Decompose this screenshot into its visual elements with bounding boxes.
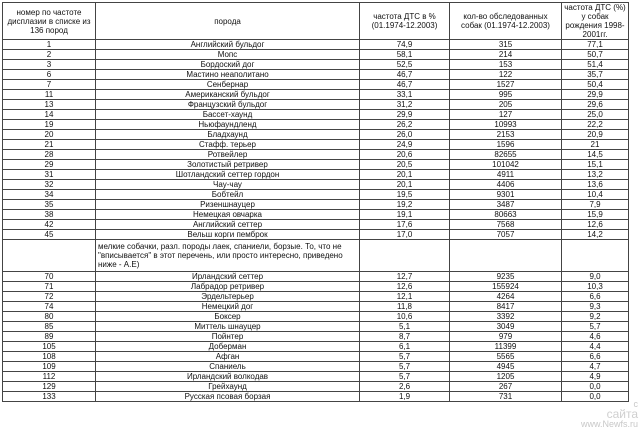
table-row bbox=[3, 120, 629, 130]
table-row bbox=[3, 130, 629, 140]
note-empty-cell bbox=[450, 240, 562, 272]
dysplasia-table bbox=[2, 2, 629, 402]
cell-breed: Афган bbox=[96, 352, 360, 362]
cell-count: 4264 bbox=[450, 292, 562, 302]
table-header-row bbox=[3, 3, 629, 40]
table-row bbox=[3, 200, 629, 210]
cell-count: 10993 bbox=[450, 120, 562, 130]
cell-count: 979 bbox=[450, 332, 562, 342]
watermark-line1: с bbox=[633, 399, 638, 409]
header-frequency-1998-2001: частота ДТС (%) у собак рождения 1998-2001гг. bbox=[562, 3, 629, 40]
cell-frequency: 8,7 bbox=[360, 332, 450, 342]
cell-breed: Стафф. терьер bbox=[96, 140, 360, 150]
cell-count: 8417 bbox=[450, 302, 562, 312]
cell-breed: Ирландский волкодав bbox=[96, 372, 360, 382]
cell-count: 731 bbox=[450, 392, 562, 402]
cell-rank: 34 bbox=[3, 190, 96, 200]
cell-breed: Лабрадор ретривер bbox=[96, 282, 360, 292]
header-frequency: частота ДТС в % (01.1974-12.2003) bbox=[360, 3, 450, 40]
cell-breed: Бассет-хаунд bbox=[96, 110, 360, 120]
cell-breed: Пойнтер bbox=[96, 332, 360, 342]
cell-breed: Немецкий дог bbox=[96, 302, 360, 312]
document-page bbox=[2, 2, 629, 402]
cell-frequency: 11,8 bbox=[360, 302, 450, 312]
cell-breed: Грейхаунд bbox=[96, 382, 360, 392]
cell-frequency-1998-2001: 5,7 bbox=[562, 322, 629, 332]
cell-frequency-1998-2001: 14,5 bbox=[562, 150, 629, 160]
note-row bbox=[3, 240, 629, 272]
cell-breed: Спаниель bbox=[96, 362, 360, 372]
table-row bbox=[3, 220, 629, 230]
table-row bbox=[3, 170, 629, 180]
cell-frequency-1998-2001: 0,0 bbox=[562, 392, 629, 402]
cell-breed: Доберман bbox=[96, 342, 360, 352]
cell-count: 11399 bbox=[450, 342, 562, 352]
cell-breed: Ньюфаундленд bbox=[96, 120, 360, 130]
cell-rank: 32 bbox=[3, 180, 96, 190]
cell-breed: Шотландский сеттер гордон bbox=[96, 170, 360, 180]
cell-frequency: 19,1 bbox=[360, 210, 450, 220]
cell-breed: Английский сеттер bbox=[96, 220, 360, 230]
cell-frequency-1998-2001: 13,2 bbox=[562, 170, 629, 180]
cell-frequency: 74,9 bbox=[360, 40, 450, 50]
cell-rank: 6 bbox=[3, 70, 96, 80]
cell-count: 7057 bbox=[450, 230, 562, 240]
cell-frequency: 6,1 bbox=[360, 342, 450, 352]
cell-count: 1527 bbox=[450, 80, 562, 90]
cell-frequency: 19,5 bbox=[360, 190, 450, 200]
cell-frequency: 52,5 bbox=[360, 60, 450, 70]
table-row bbox=[3, 292, 629, 302]
table-body-bottom bbox=[3, 272, 629, 402]
cell-frequency-1998-2001: 50,4 bbox=[562, 80, 629, 90]
table-row bbox=[3, 230, 629, 240]
cell-count: 153 bbox=[450, 60, 562, 70]
cell-rank: 19 bbox=[3, 120, 96, 130]
table-row bbox=[3, 60, 629, 70]
cell-count: 82655 bbox=[450, 150, 562, 160]
cell-frequency-1998-2001: 77,1 bbox=[562, 40, 629, 50]
header-breed: порода bbox=[96, 3, 360, 40]
cell-frequency: 12,7 bbox=[360, 272, 450, 282]
cell-frequency: 19,2 bbox=[360, 200, 450, 210]
table-row bbox=[3, 40, 629, 50]
cell-breed: Русская псовая борзая bbox=[96, 392, 360, 402]
cell-count: 1596 bbox=[450, 140, 562, 150]
table-row bbox=[3, 70, 629, 80]
cell-count: 155924 bbox=[450, 282, 562, 292]
cell-breed: Эрдельтерьер bbox=[96, 292, 360, 302]
cell-rank: 29 bbox=[3, 160, 96, 170]
table-row bbox=[3, 312, 629, 322]
table-row bbox=[3, 302, 629, 312]
cell-rank: 133 bbox=[3, 392, 96, 402]
cell-frequency: 20,5 bbox=[360, 160, 450, 170]
table-row bbox=[3, 150, 629, 160]
table-row bbox=[3, 50, 629, 60]
cell-frequency-1998-2001: 10,4 bbox=[562, 190, 629, 200]
cell-rank: 89 bbox=[3, 332, 96, 342]
cell-frequency: 5,7 bbox=[360, 362, 450, 372]
cell-count: 995 bbox=[450, 90, 562, 100]
cell-frequency-1998-2001: 12,6 bbox=[562, 220, 629, 230]
cell-frequency-1998-2001: 4,7 bbox=[562, 362, 629, 372]
header-rank: номер по частоте дисплазии в списке из 136 пород bbox=[3, 3, 96, 40]
cell-frequency: 26,0 bbox=[360, 130, 450, 140]
cell-rank: 14 bbox=[3, 110, 96, 120]
cell-frequency: 1,9 bbox=[360, 392, 450, 402]
cell-rank: 109 bbox=[3, 362, 96, 372]
table-row bbox=[3, 140, 629, 150]
cell-frequency-1998-2001: 9,0 bbox=[562, 272, 629, 282]
table-row bbox=[3, 352, 629, 362]
cell-frequency-1998-2001: 29,6 bbox=[562, 100, 629, 110]
cell-breed: Французский бульдог bbox=[96, 100, 360, 110]
cell-frequency: 20,6 bbox=[360, 150, 450, 160]
table-row bbox=[3, 110, 629, 120]
cell-breed: Немецкая овчарка bbox=[96, 210, 360, 220]
cell-frequency-1998-2001: 4,4 bbox=[562, 342, 629, 352]
cell-count: 127 bbox=[450, 110, 562, 120]
cell-frequency-1998-2001: 0,0 bbox=[562, 382, 629, 392]
cell-rank: 1 bbox=[3, 40, 96, 50]
table-row bbox=[3, 332, 629, 342]
cell-breed: Вельш корги пемброк bbox=[96, 230, 360, 240]
cell-frequency-1998-2001: 15,9 bbox=[562, 210, 629, 220]
cell-frequency: 5,7 bbox=[360, 372, 450, 382]
cell-count: 101042 bbox=[450, 160, 562, 170]
cell-frequency-1998-2001: 22,2 bbox=[562, 120, 629, 130]
cell-breed: Ротвейлер bbox=[96, 150, 360, 160]
cell-count: 267 bbox=[450, 382, 562, 392]
cell-rank: 72 bbox=[3, 292, 96, 302]
cell-rank: 80 bbox=[3, 312, 96, 322]
note-empty-cell bbox=[3, 240, 96, 272]
cell-count: 80663 bbox=[450, 210, 562, 220]
cell-rank: 70 bbox=[3, 272, 96, 282]
cell-rank: 21 bbox=[3, 140, 96, 150]
cell-frequency: 12,6 bbox=[360, 282, 450, 292]
cell-rank: 11 bbox=[3, 90, 96, 100]
cell-frequency-1998-2001: 50,7 bbox=[562, 50, 629, 60]
cell-frequency: 58,1 bbox=[360, 50, 450, 60]
cell-frequency: 5,1 bbox=[360, 322, 450, 332]
cell-frequency-1998-2001: 6,6 bbox=[562, 292, 629, 302]
cell-frequency: 24,9 bbox=[360, 140, 450, 150]
cell-frequency: 46,7 bbox=[360, 70, 450, 80]
cell-rank: 20 bbox=[3, 130, 96, 140]
cell-frequency: 29,9 bbox=[360, 110, 450, 120]
cell-breed: Миттель шнауцер bbox=[96, 322, 360, 332]
cell-rank: 108 bbox=[3, 352, 96, 362]
cell-frequency: 12,1 bbox=[360, 292, 450, 302]
cell-frequency-1998-2001: 15,1 bbox=[562, 160, 629, 170]
cell-count: 4945 bbox=[450, 362, 562, 372]
cell-frequency-1998-2001: 20,9 bbox=[562, 130, 629, 140]
cell-breed: Сенбернар bbox=[96, 80, 360, 90]
cell-frequency: 33,1 bbox=[360, 90, 450, 100]
cell-frequency-1998-2001: 29,9 bbox=[562, 90, 629, 100]
cell-breed: Американский бульдог bbox=[96, 90, 360, 100]
cell-breed: Мопс bbox=[96, 50, 360, 60]
note-text: мелкие собачки, разл. породы лаек, спаниели, борзые. То, что не "вписывается" в этот перечень, или просто интересно, приведено ниже - А.Е) bbox=[96, 240, 360, 272]
note-empty-cell bbox=[360, 240, 450, 272]
cell-frequency-1998-2001: 4,6 bbox=[562, 332, 629, 342]
site-watermark bbox=[581, 399, 638, 429]
table-row bbox=[3, 282, 629, 292]
cell-count: 3392 bbox=[450, 312, 562, 322]
table-note-section bbox=[3, 240, 629, 272]
cell-breed: Ирландский сеттер bbox=[96, 272, 360, 282]
watermark-line3: www.Newfs.ru bbox=[580, 419, 638, 429]
cell-count: 315 bbox=[450, 40, 562, 50]
cell-breed: Бобтейл bbox=[96, 190, 360, 200]
cell-breed: Бладхаунд bbox=[96, 130, 360, 140]
table-row bbox=[3, 210, 629, 220]
table-row bbox=[3, 90, 629, 100]
table-row bbox=[3, 100, 629, 110]
cell-rank: 112 bbox=[3, 372, 96, 382]
cell-rank: 2 bbox=[3, 50, 96, 60]
cell-count: 205 bbox=[450, 100, 562, 110]
note-empty-cell bbox=[562, 240, 629, 272]
cell-rank: 129 bbox=[3, 382, 96, 392]
cell-frequency-1998-2001: 21 bbox=[562, 140, 629, 150]
table-body-top bbox=[3, 40, 629, 240]
cell-breed: Английский бульдог bbox=[96, 40, 360, 50]
cell-count: 9235 bbox=[450, 272, 562, 282]
cell-count: 214 bbox=[450, 50, 562, 60]
cell-breed: Мастино неаполитано bbox=[96, 70, 360, 80]
cell-count: 5565 bbox=[450, 352, 562, 362]
watermark-line2: сайта bbox=[606, 407, 638, 421]
cell-breed: Чау-чау bbox=[96, 180, 360, 190]
cell-frequency-1998-2001: 13,6 bbox=[562, 180, 629, 190]
table-row bbox=[3, 362, 629, 372]
cell-frequency: 46,7 bbox=[360, 80, 450, 90]
cell-rank: 38 bbox=[3, 210, 96, 220]
table-row bbox=[3, 342, 629, 352]
cell-breed: Золотистый ретривер bbox=[96, 160, 360, 170]
cell-rank: 31 bbox=[3, 170, 96, 180]
cell-frequency-1998-2001: 51,4 bbox=[562, 60, 629, 70]
cell-frequency-1998-2001: 9,3 bbox=[562, 302, 629, 312]
cell-frequency: 10,6 bbox=[360, 312, 450, 322]
cell-frequency: 20,1 bbox=[360, 170, 450, 180]
cell-frequency: 26,2 bbox=[360, 120, 450, 130]
cell-frequency: 17,6 bbox=[360, 220, 450, 230]
cell-frequency: 31,2 bbox=[360, 100, 450, 110]
cell-count: 2153 bbox=[450, 130, 562, 140]
cell-rank: 74 bbox=[3, 302, 96, 312]
cell-frequency-1998-2001: 7,9 bbox=[562, 200, 629, 210]
cell-count: 4406 bbox=[450, 180, 562, 190]
cell-breed: Боксер bbox=[96, 312, 360, 322]
cell-frequency-1998-2001: 10,3 bbox=[562, 282, 629, 292]
cell-frequency-1998-2001: 25,0 bbox=[562, 110, 629, 120]
cell-frequency: 2,6 bbox=[360, 382, 450, 392]
table-row bbox=[3, 322, 629, 332]
table-row bbox=[3, 190, 629, 200]
cell-count: 4911 bbox=[450, 170, 562, 180]
cell-frequency-1998-2001: 35,7 bbox=[562, 70, 629, 80]
cell-frequency-1998-2001: 4,9 bbox=[562, 372, 629, 382]
table-row bbox=[3, 392, 629, 402]
cell-frequency-1998-2001: 6,6 bbox=[562, 352, 629, 362]
cell-frequency-1998-2001: 9,2 bbox=[562, 312, 629, 322]
cell-count: 9301 bbox=[450, 190, 562, 200]
cell-rank: 28 bbox=[3, 150, 96, 160]
table-row bbox=[3, 272, 629, 282]
cell-frequency: 20,1 bbox=[360, 180, 450, 190]
table-row bbox=[3, 80, 629, 90]
table-row bbox=[3, 180, 629, 190]
cell-rank: 105 bbox=[3, 342, 96, 352]
cell-rank: 71 bbox=[3, 282, 96, 292]
table-row bbox=[3, 382, 629, 392]
cell-count: 1205 bbox=[450, 372, 562, 382]
cell-count: 122 bbox=[450, 70, 562, 80]
cell-frequency: 5,7 bbox=[360, 352, 450, 362]
cell-rank: 45 bbox=[3, 230, 96, 240]
cell-rank: 13 bbox=[3, 100, 96, 110]
cell-rank: 85 bbox=[3, 322, 96, 332]
cell-frequency-1998-2001: 14,2 bbox=[562, 230, 629, 240]
header-count: кол-во обследованных собак (01.1974-12.2003) bbox=[450, 3, 562, 40]
cell-breed: Ризеншнауцер bbox=[96, 200, 360, 210]
cell-rank: 35 bbox=[3, 200, 96, 210]
table-row bbox=[3, 372, 629, 382]
cell-frequency: 17,0 bbox=[360, 230, 450, 240]
table-row bbox=[3, 160, 629, 170]
cell-count: 3049 bbox=[450, 322, 562, 332]
cell-breed: Бордоский дог bbox=[96, 60, 360, 70]
cell-rank: 42 bbox=[3, 220, 96, 230]
cell-rank: 7 bbox=[3, 80, 96, 90]
cell-count: 3487 bbox=[450, 200, 562, 210]
cell-count: 7568 bbox=[450, 220, 562, 230]
cell-rank: 3 bbox=[3, 60, 96, 70]
